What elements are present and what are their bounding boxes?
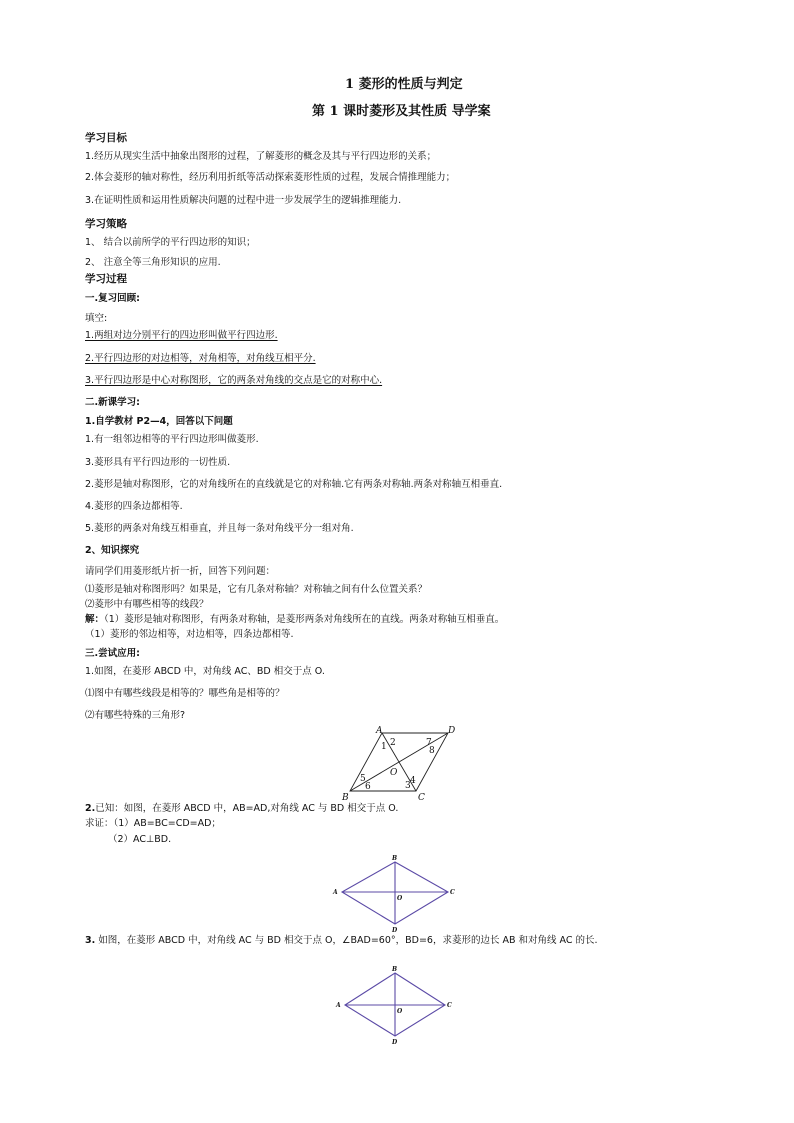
question-2-prove: 求证：（1）AB=BC=CD=AD； <box>85 818 221 829</box>
new-item: 5.菱形的两条对角线互相垂直，并且每一条对角线平分一组对角. <box>85 523 354 534</box>
new-lesson-heading: 二.新课学习: <box>85 397 140 408</box>
explore-prompt: 请同学们用菱形纸片折一折，回答下列问题： <box>85 566 276 577</box>
figure-3-rhombus <box>333 965 463 1045</box>
angle-1-label: 1 <box>381 742 387 752</box>
vertex-a-label: A <box>376 726 383 736</box>
review-heading: 一.复习回顾: <box>85 293 140 304</box>
figure-1-rhombus <box>330 723 470 803</box>
question-3-number: 3. <box>85 935 96 946</box>
vertex-b-label: B <box>342 793 349 803</box>
strategy-heading: 学习策略 <box>85 218 127 230</box>
question-1: 1.如图，在菱形 ABCD 中，对角线 AC、BD 相交于点 O. <box>85 666 325 677</box>
new-item: 3.菱形具有平行四边形的一切性质. <box>85 457 231 468</box>
vertex-b-label: B <box>392 855 398 862</box>
answer-label: 解： <box>85 614 105 625</box>
goals-heading: 学习目标 <box>85 132 127 144</box>
goal-item: 1.经历从现实生活中抽象出图形的过程，了解菱形的概念及其与平行四边形的关系； <box>85 151 437 162</box>
angle-6-label: 6 <box>365 782 371 792</box>
review-item: 1.两组对边分别平行的四边形叫做平行四边形. <box>85 330 278 341</box>
apply-heading: 三.尝试应用: <box>85 648 140 659</box>
strategy-item: 1、 结合以前所学的平行四边形的知识； <box>85 237 256 248</box>
page-subtitle: 第 1 课时菱形及其性质 导学案 <box>312 104 491 119</box>
vertex-d-label: D <box>448 726 456 736</box>
process-heading: 学习过程 <box>85 273 127 285</box>
angle-3-label: 3 <box>405 781 411 791</box>
self-study-prompt: 1.自学教材 P2—4，回答以下问题 <box>85 416 233 427</box>
fill-label: 填空: <box>85 313 108 324</box>
vertex-c-label: C <box>450 889 455 896</box>
explore-item: ⑵菱形中有哪些相等的线段？ <box>85 599 209 610</box>
question-1-part: ⑴图中有哪些线段是相等的？哪些角是相等的？ <box>85 688 285 699</box>
angle-7-label: 7 <box>426 738 432 748</box>
strategy-item: 2、 注意全等三角形知识的应用. <box>85 257 221 268</box>
review-item: 2.平行四边形的对边相等，对角相等，对角线互相平分. <box>85 353 316 364</box>
answer-text: （1）菱形是轴对称图形，有两条对称轴，是菱形两条对角线所在的直线。两条对称轴互相垂直。 <box>104 614 505 625</box>
question-2-prove-2: （2）AC⊥BD. <box>108 834 172 845</box>
angle-4-label: 4 <box>410 776 416 786</box>
angle-8-label: 8 <box>429 746 435 756</box>
angle-5-label: 5 <box>360 774 366 784</box>
review-item: 3.平行四边形是中心对称图形，它的两条对角线的交点是它的对称中心. <box>85 375 383 386</box>
question-3-text: 如图，在菱形 ABCD 中，对角线 AC 与 BD 相交于点 O，∠BAD=60°，BD=6，求菱形的边长 AB 和对角线 AC 的长. <box>95 935 598 946</box>
new-item: 1.有一组邻边相等的平行四边形叫做菱形. <box>85 434 259 445</box>
vertex-d-label: D <box>392 927 398 934</box>
new-item: 2.菱形是轴对称图形，它的对角线所在的直线就是它的对称轴.它有两条对称轴.两条对称轴互相垂直. <box>85 479 503 490</box>
vertex-a-label: A <box>333 889 338 896</box>
page-title: 1 菱形的性质与判定 <box>345 77 463 92</box>
goal-item: 3.在证明性质和运用性质解决问题的过程中进一步发展学生的逻辑推理能力. <box>85 195 402 206</box>
answer-line: （1）菱形的邻边相等，对边相等，四条边都相等. <box>85 629 294 640</box>
question-2-text: 已知：如图，在菱形 ABCD 中，AB=AD,对角线 AC 与 BD 相交于点 O. <box>95 803 399 814</box>
vertex-c-label: C <box>418 793 425 803</box>
vertex-d-label: D <box>392 1039 398 1046</box>
explore-item: ⑴菱形是轴对称图形吗？如果是，它有几条对称轴？对称轴之间有什么位置关系？ <box>85 584 428 595</box>
vertex-c-label: C <box>447 1002 452 1009</box>
center-o-label: O <box>397 895 403 902</box>
answer-line <box>85 614 504 626</box>
angle-2-label: 2 <box>390 738 396 748</box>
vertex-b-label: B <box>392 966 398 973</box>
figure-2-rhombus <box>330 855 460 933</box>
center-o-label: O <box>390 768 398 778</box>
question-2-number: 2. <box>85 803 96 814</box>
question-1-part: ⑵有哪些特殊的三角形? <box>85 710 186 721</box>
question-3 <box>85 935 598 947</box>
question-2 <box>85 803 398 815</box>
new-item: 4.菱形的四条边都相等. <box>85 501 183 512</box>
explore-heading: 2、知识探究 <box>85 545 140 556</box>
vertex-a-label: A <box>336 1002 341 1009</box>
goal-item: 2.体会菱形的轴对称性，经历利用折纸等活动探索菱形性质的过程，发展合情推理能力； <box>85 172 456 183</box>
center-o-label: O <box>397 1008 403 1015</box>
